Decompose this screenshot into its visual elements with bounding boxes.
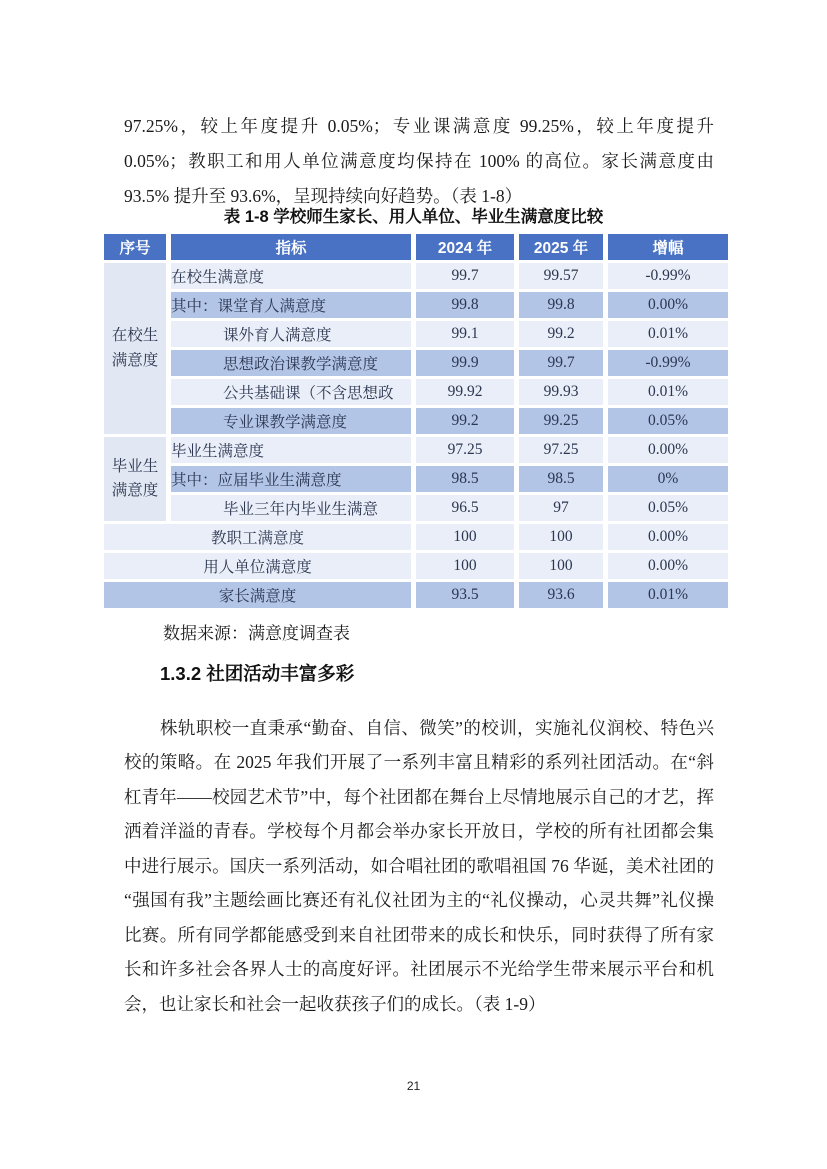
value-2024-cell: 98.5	[416, 466, 514, 492]
change-cell: 0.01%	[608, 582, 728, 608]
value-2025-cell: 99.2	[519, 321, 603, 347]
value-2024-cell: 99.8	[416, 292, 514, 318]
change-cell: 0.00%	[608, 292, 728, 318]
group-cell-students: 在校生 满意度	[104, 263, 166, 434]
indicator-cell: 毕业三年内毕业生满意	[171, 495, 411, 521]
table-title: 表 1-8 学校师生家长、用人单位、毕业生满意度比较	[223, 208, 604, 226]
table-row	[104, 524, 728, 550]
table-row	[104, 321, 728, 347]
value-2025-cell: 97	[519, 495, 603, 521]
indicator-cell: 思想政治课教学满意度	[171, 350, 411, 376]
indicator-cell: 在校生满意度	[171, 263, 411, 289]
change-cell: 0.01%	[608, 379, 728, 405]
table-row	[104, 292, 728, 318]
indicator-cell: 专业课教学满意度	[171, 408, 411, 434]
change-cell: 0.00%	[608, 553, 728, 579]
indicator-cell: 其中：应届毕业生满意度	[171, 466, 411, 492]
value-2025-cell: 99.57	[519, 263, 603, 289]
col-header-2024: 2024 年	[416, 234, 514, 260]
satisfaction-table	[99, 231, 733, 611]
indicator-cell: 毕业生满意度	[171, 437, 411, 463]
merged-indicator-cell: 用人单位满意度	[104, 553, 411, 579]
page-number: 21	[406, 1079, 421, 1093]
value-2025-cell: 93.6	[519, 582, 603, 608]
table-row	[104, 582, 728, 608]
merged-indicator-cell: 教职工满意度	[104, 524, 411, 550]
value-2025-cell: 98.5	[519, 466, 603, 492]
table-row	[104, 408, 728, 434]
col-header-2025: 2025 年	[519, 234, 603, 260]
value-2025-cell: 99.25	[519, 408, 603, 434]
table-row	[104, 437, 728, 463]
value-2025-cell: 97.25	[519, 437, 603, 463]
value-2024-cell: 99.2	[416, 408, 514, 434]
value-2025-cell: 99.8	[519, 292, 603, 318]
intro-paragraph: 97.25%，较上年度提升 0.05%；专业课满意度 99.25%，较上年度提升 0.05%；教职工和用人单位满意度均保持在 100% 的高位。家长满意度由 93.5% 提升至 93.6%，呈现持续向好趋势。（表 1-8）	[124, 115, 714, 206]
change-cell: 0.00%	[608, 524, 728, 550]
section-paragraph: 株轨职校一直秉承“勤奋、自信、微笑”的校训，实施礼仪润校、特色兴校的策略。在 2025 年我们开展了一系列丰富且精彩的系列社团活动。在“斜杠青年——校园艺术节”中，每个社团都在舞台上尽情地展示自己的才艺，挥洒着洋溢的青春。学校每个月都会举办家长开放日，学校的所有社团都会集中进行展示。国庆一系列活动，如合唱社团的歌唱祖国 76 华诞，美术社团的“强国有我”主题绘画比赛还有礼仪社团为主的“礼仪操动，心灵共舞”礼仪操比赛。所有同学都能感受到来自社团带来的成长和快乐，同时获得了所有家长和许多社会各界人士的高度好评。社团展示不光给学生带来展示平台和机会，也让家长和社会一起收获孩子们的成长。（表 1-9）	[124, 717, 714, 1014]
change-cell: 0%	[608, 466, 728, 492]
value-2024-cell: 99.1	[416, 321, 514, 347]
indicator-cell: 课外育人满意度	[171, 321, 411, 347]
value-2024-cell: 99.9	[416, 350, 514, 376]
group-cell-graduates: 毕业生 满意度	[104, 437, 166, 521]
value-2025-cell: 100	[519, 553, 603, 579]
merged-indicator-cell: 家长满意度	[104, 582, 411, 608]
col-header-indicator: 指标	[171, 234, 411, 260]
value-2024-cell: 96.5	[416, 495, 514, 521]
value-2025-cell: 99.7	[519, 350, 603, 376]
value-2024-cell: 97.25	[416, 437, 514, 463]
table-source-note: 数据来源：满意度调查表	[163, 624, 350, 643]
section-heading: 1.3.2 社团活动丰富多彩	[160, 663, 355, 684]
value-2025-cell: 100	[519, 524, 603, 550]
table-header-row	[104, 234, 728, 260]
value-2024-cell: 99.7	[416, 263, 514, 289]
table-row	[104, 553, 728, 579]
indicator-cell: 其中：课堂育人满意度	[171, 292, 411, 318]
change-cell: 0.05%	[608, 495, 728, 521]
table-row	[104, 466, 728, 492]
col-header-seq: 序号	[104, 234, 166, 260]
value-2025-cell: 99.93	[519, 379, 603, 405]
change-cell: -0.99%	[608, 263, 728, 289]
change-cell: 0.01%	[608, 321, 728, 347]
table-row	[104, 379, 728, 405]
change-cell: 0.05%	[608, 408, 728, 434]
table-row	[104, 263, 728, 289]
value-2024-cell: 99.92	[416, 379, 514, 405]
change-cell: -0.99%	[608, 350, 728, 376]
col-header-change: 增幅	[608, 234, 728, 260]
value-2024-cell: 93.5	[416, 582, 514, 608]
indicator-cell: 公共基础课（不含思想政	[171, 379, 411, 405]
change-cell: 0.00%	[608, 437, 728, 463]
value-2024-cell: 100	[416, 553, 514, 579]
table-row	[104, 495, 728, 521]
value-2024-cell: 100	[416, 524, 514, 550]
table-row	[104, 350, 728, 376]
